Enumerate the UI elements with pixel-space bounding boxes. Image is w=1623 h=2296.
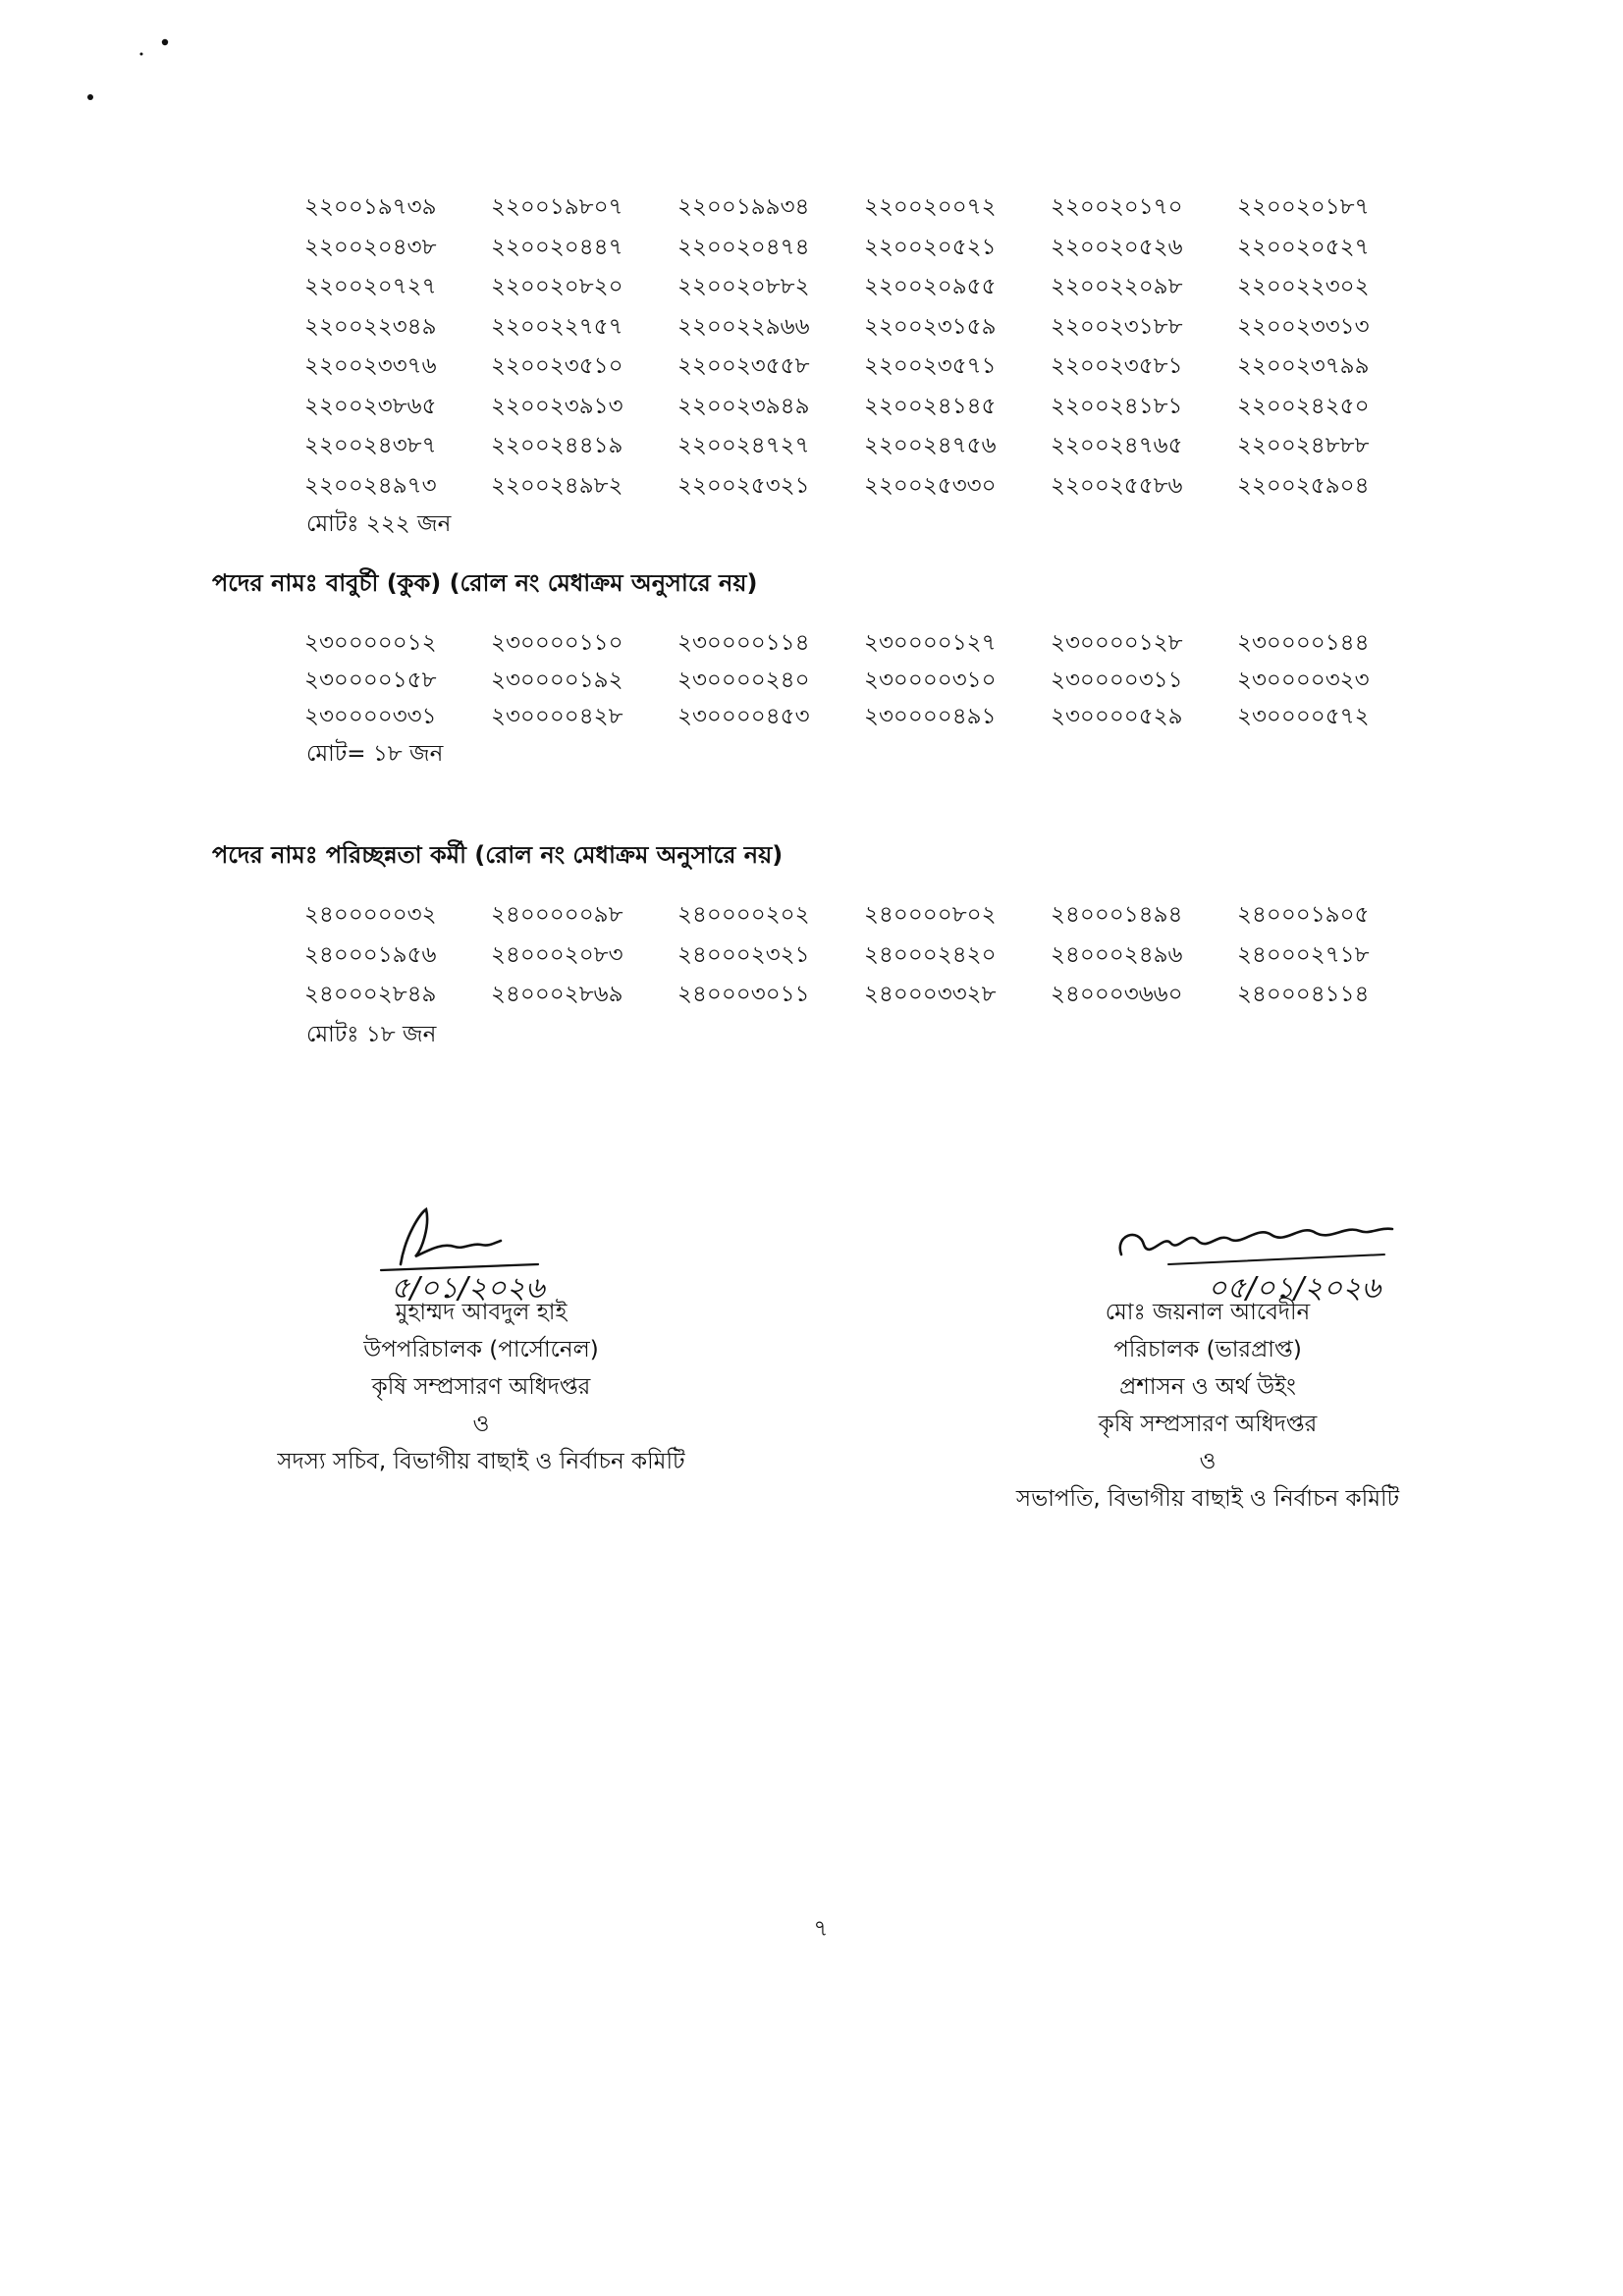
- roll-number: ২২০০২৩৯১৩: [491, 393, 623, 419]
- roll-list-cook: [304, 624, 1424, 735]
- roll-number: ২৩০০০০৫২৯: [1051, 704, 1183, 729]
- signatory-left-conj: ও: [472, 1412, 490, 1437]
- roll-number: ২৪০০০২৮৬৯: [491, 982, 623, 1007]
- roll-number: ২৩০০০০১২৮: [1051, 630, 1183, 656]
- roll-list-cleaner: [304, 896, 1424, 1016]
- roll-number: ২৪০০০২৭১৮: [1237, 941, 1370, 968]
- roll-number: ২২০০২০১৮৭: [1237, 194, 1370, 220]
- roll-number: ২২০০২৪১৮১: [1051, 393, 1183, 419]
- roll-number: ২২০০২৪৭৬৫: [1051, 433, 1183, 458]
- signatory-right-wing: প্রশাসন ও অর্থ উইং: [1119, 1374, 1296, 1400]
- roll-number: ২২০০২২০৯৮: [1051, 274, 1183, 299]
- roll-number: ২৩০০০০৫৭২: [1237, 704, 1370, 729]
- roll-number: ২২০০২৪৮৮৮: [1237, 433, 1370, 458]
- signature-right: [1109, 1205, 1404, 1304]
- roll-number: ২২০০২৫৩৩০: [864, 472, 997, 499]
- roll-number: ২৪০০০৩০১১: [677, 982, 810, 1007]
- roll-number: ২৩০০০০১১৪: [677, 630, 810, 656]
- roll-number: ২২০০২০৭২৭: [304, 274, 437, 299]
- roll-number: ২২০০২৫৯০৪: [1237, 472, 1370, 499]
- roll-number: ২৩০০০০০১২: [304, 630, 437, 656]
- roll-number: ২২০০২৫৫৮৬: [1051, 472, 1183, 499]
- roll-number: ২২০০২৪৯৮২: [491, 472, 623, 499]
- roll-number: ২২০০২৩৫৫৮: [677, 353, 810, 379]
- roll-number: ২২০০২৩১৮৮: [1051, 313, 1183, 340]
- signatory-right: [982, 1294, 1434, 1518]
- total-cook: মোট= ১৮ জন: [306, 741, 444, 767]
- roll-number: ২২০০২০৮৮২: [677, 274, 810, 299]
- roll-number: ২২০০১৯৮০৭: [491, 194, 623, 220]
- roll-number: ২৩০০০০৪৯১: [864, 704, 997, 729]
- roll-number: ২৩০০০০৩৩১: [304, 704, 437, 729]
- roll-number: ২৩০০০০১২৭: [864, 630, 997, 656]
- roll-number: ২৩০০০০৩১০: [864, 667, 997, 693]
- roll-number: ২২০০২২৩০২: [1237, 274, 1370, 299]
- roll-number: ২২০০২৩১৫৯: [864, 313, 997, 340]
- roll-number: ২২০০১৯৯৩৪: [677, 194, 810, 220]
- roll-number: ২২০০২০৪৩৮: [304, 234, 437, 260]
- roll-number: ২২০০২৪৭২৭: [677, 433, 810, 458]
- roll-number: ২৪০০০২৪২০: [864, 941, 997, 968]
- total-section1: মোটঃ ২২২ জন: [306, 511, 452, 537]
- roll-number: ২৩০০০০১৯২: [491, 667, 623, 693]
- roll-number: ২২০০২৩৩১৩: [1237, 313, 1370, 340]
- roll-number: ২৪০০০২৪৯৬: [1051, 941, 1183, 968]
- roll-number: ২২০০২০৮২০: [491, 274, 623, 299]
- roll-number: ২৪০০০১৯৫৬: [304, 941, 437, 968]
- roll-number: ২৪০০০৪১১৪: [1237, 982, 1370, 1007]
- roll-number: ২২০০১৯৭৩৯: [304, 194, 437, 220]
- roll-number: ২২০০২০৯৫৫: [864, 274, 997, 299]
- roll-number: ২২০০২৩৮৬৫: [304, 393, 437, 419]
- roll-number: ২২০০২৪৪১৯: [491, 433, 623, 458]
- roll-number: ২৪০০০৩৩২৮: [864, 982, 997, 1007]
- signatory-left: [196, 1294, 766, 1480]
- signature-left: [361, 1196, 617, 1304]
- scan-specks: [0, 0, 216, 137]
- signatory-left-office: কৃষি সম্প্রসারণ অধিদপ্তর: [371, 1374, 591, 1400]
- total-cleaner: মোটঃ ১৮ জন: [306, 1022, 437, 1047]
- roll-number: ২২০০২০৫২৬: [1051, 234, 1183, 260]
- handwritten-date-right: ০৫/০১/২০২৬: [1208, 1271, 1381, 1304]
- page-number: ৭: [813, 1916, 829, 1942]
- roll-number: ২২০০২৪৯৭৩: [304, 472, 437, 499]
- signatory-right-designation: পরিচালক (ভারপ্রাপ্ত): [1113, 1337, 1302, 1362]
- roll-number: ২৪০০০০২০২: [677, 902, 810, 928]
- post-title-cook: পদের নামঃ বাবুর্চী (কুক) (রোল নং মেধাক্রম অনুসারে নয়): [212, 569, 758, 597]
- roll-number: ২৪০০০১৯০৫: [1237, 902, 1370, 928]
- roll-number: ২২০০২২৩৪৯: [304, 313, 437, 340]
- roll-number: ২৩০০০০৪৫৩: [677, 704, 810, 729]
- roll-list-section1: [304, 188, 1424, 507]
- signatory-right-name: মোঃ জয়নাল আবেদীন: [1105, 1300, 1311, 1325]
- roll-number: ২২০০২০০৭২: [864, 194, 997, 220]
- roll-number: ২৩০০০০১৪৪: [1237, 630, 1370, 656]
- roll-number: ২২০০২৪৭৫৬: [864, 433, 997, 458]
- roll-number: ২৪০০০২৩২১: [677, 941, 810, 968]
- signatory-right-role: সভাপতি, বিভাগীয় বাছাই ও নির্বাচন কমিটি: [1015, 1486, 1400, 1512]
- roll-number: ২২০০২৩৫৮১: [1051, 353, 1183, 379]
- roll-number: ২৪০০০১৪৯৪: [1051, 902, 1183, 928]
- roll-number: ২২০০২০১৭০: [1051, 194, 1183, 220]
- roll-number: ২২০০২২৭৫৭: [491, 313, 623, 340]
- roll-number: ২২০০২২৯৬৬: [677, 313, 810, 340]
- roll-number: ২৩০০০০১৫৮: [304, 667, 437, 693]
- roll-number: ২২০০২৪৩৮৭: [304, 433, 437, 458]
- roll-number: ২৪০০০২০৮৩: [491, 941, 623, 968]
- roll-number: ২২০০২৪২৫০: [1237, 393, 1370, 419]
- roll-number: ২৩০০০০৩১১: [1051, 667, 1183, 693]
- roll-number: ২২০০২০৪৪৭: [491, 234, 623, 260]
- post-title-cleaner: পদের নামঃ পরিচ্ছন্নতা কর্মী (রোল নং মেধাক্রম অনুসারে নয়): [212, 841, 784, 869]
- roll-number: ২৩০০০০১১০: [491, 630, 623, 656]
- signatory-right-conj: ও: [1199, 1449, 1217, 1474]
- roll-number: ২৪০০০৩৬৬০: [1051, 982, 1183, 1007]
- roll-number: ২৪০০০০০৯৮: [491, 902, 623, 928]
- roll-number: ২৪০০০০৮০২: [864, 902, 997, 928]
- roll-number: ২২০০২০৪৭৪: [677, 234, 810, 260]
- roll-number: ২২০০২৩৯৪৯: [677, 393, 810, 419]
- roll-number: ২২০০২৫৩২১: [677, 472, 810, 499]
- signatory-left-designation: উপপরিচালক (পার্সোনেল): [363, 1337, 599, 1362]
- signatory-left-name: মুহাম্মদ আবদুল হাই: [395, 1300, 568, 1325]
- roll-number: ২২০০২৪১৪৫: [864, 393, 997, 419]
- roll-number: ২৩০০০০৩২৩: [1237, 667, 1370, 693]
- roll-number: ২২০০২০৫২১: [864, 234, 997, 260]
- handwritten-date-left: ৫/০১/২০২৬: [391, 1271, 545, 1304]
- signatory-right-office: কৃষি সম্প্রসারণ অধিদপ্তর: [1098, 1412, 1318, 1437]
- roll-number: ২৪০০০০০৩২: [304, 902, 437, 928]
- roll-number: ২২০০২৩৫৭১: [864, 353, 997, 379]
- roll-number: ২২০০২৩৩৭৬: [304, 353, 437, 379]
- roll-number: ২২০০২৩৭৯৯: [1237, 353, 1370, 379]
- roll-number: ২২০০২৩৫১০: [491, 353, 623, 379]
- roll-number: ২৩০০০০৪২৮: [491, 704, 623, 729]
- roll-number: ২২০০২০৫২৭: [1237, 234, 1370, 260]
- roll-number: ২৩০০০০২৪০: [677, 667, 810, 693]
- signatory-left-role: সদস্য সচিব, বিভাগীয় বাছাই ও নির্বাচন কমিটি: [277, 1449, 685, 1474]
- roll-number: ২৪০০০২৮৪৯: [304, 982, 437, 1007]
